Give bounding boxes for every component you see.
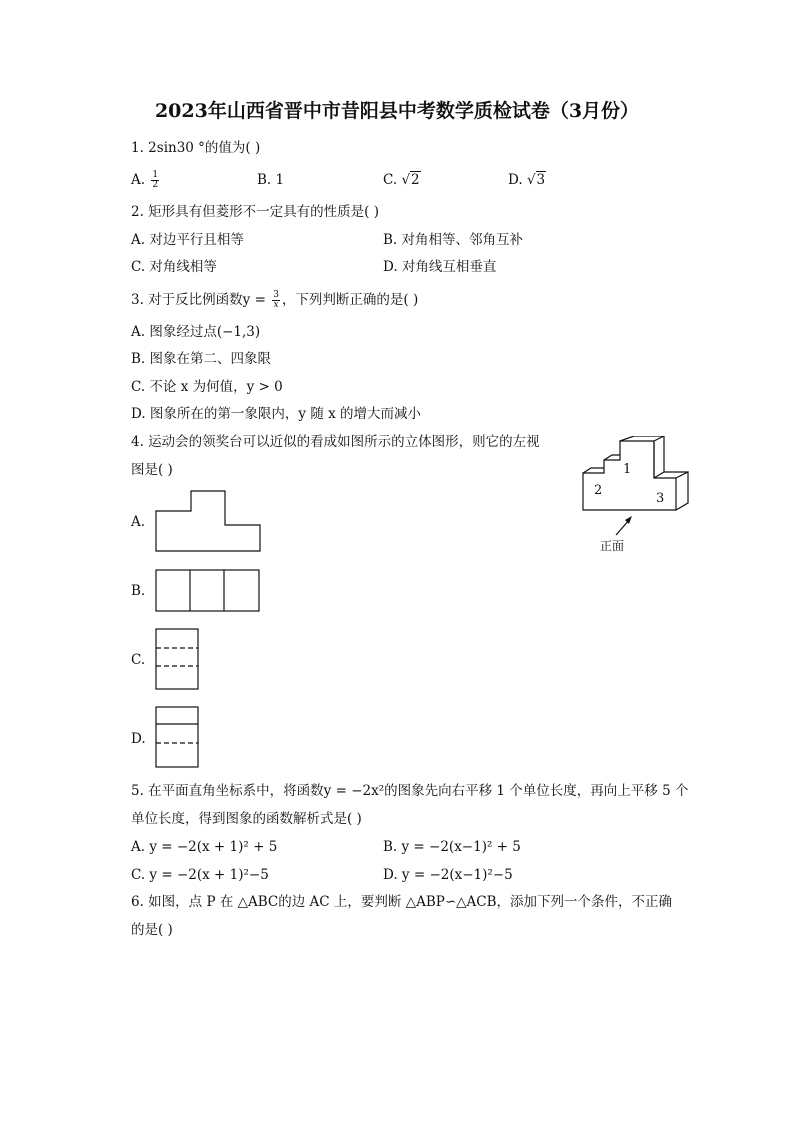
q3-option-c: C. 不论 x 为何值，y > 0 (131, 379, 283, 395)
page-title: 2023年山西省晋中市昔阳县中考数学质检试卷（3月份） (154, 100, 640, 122)
q5-stem-line2: 单位长度，得到图象的函数解析式是( ) (131, 811, 362, 827)
q4-option-b-label: B. (131, 583, 146, 599)
q6-stem-line1: 6. 如图，点 P 在 △ABC的边 AC 上，要判断 △ABP∽△ACB，添加下列一个条件，不正确 (131, 894, 673, 910)
q4-option-d-figure (155, 706, 201, 770)
q1-stem: 1. 2sin30 °的值为( ) (131, 140, 261, 156)
q1-option-a-numerator: 1 (152, 170, 159, 180)
q5-option-c: C. y = −2(x + 1)²−5 (131, 867, 269, 883)
q4-stem-line2: 图是( ) (131, 462, 173, 478)
q3-stem-suffix: ，下列判断正确的是( ) (281, 292, 419, 308)
q1-option-c-label: C. (383, 172, 398, 188)
podium-label-2: 2 (594, 483, 603, 498)
q4-stem-line1: 4. 运动会的领奖台可以近似的看成如图所示的立体图形，则它的左视 (131, 434, 540, 450)
q3-option-d: D. 图象所在的第一象限内，y 随 x 的增大而减小 (131, 406, 422, 422)
q2-option-c: C. 对角线相等 (131, 259, 217, 275)
q3-fraction (272, 291, 280, 310)
q4-option-c-figure (155, 628, 201, 692)
q2-stem: 2. 矩形具有但菱形不一定具有的性质是( ) (131, 204, 379, 220)
q3-stem (131, 290, 418, 310)
q4-option-b-figure (155, 569, 261, 613)
podium-label-1: 1 (623, 462, 632, 477)
q5-option-b: B. y = −2(x−1)² + 5 (383, 839, 521, 855)
podium-label-3: 3 (656, 491, 665, 506)
q3-option-a: A. 图象经过点(−1,3) (131, 324, 261, 340)
q4-option-d-label: D. (131, 731, 146, 747)
q1-option-a-denominator: 2 (152, 180, 159, 190)
podium-front-label: 正面 (600, 539, 625, 553)
q3-option-b: B. 图象在第二、四象限 (131, 351, 272, 367)
q4-option-a-label: A. (131, 514, 146, 530)
q4-option-a-figure (155, 490, 263, 552)
q1-option-d-sqrt: √3 (526, 172, 546, 188)
q1-option-a-label: A. (131, 172, 146, 188)
q1-option-c-radicand: 2 (411, 172, 420, 188)
q1-option-d-label: D. (508, 172, 523, 188)
q5-stem-line1: 5. 在平面直角坐标系中，将函数y = −2x²的图象先向右平移 1 个单位长度，再向上平移 5 个 (131, 783, 689, 799)
q3-fraction-denominator: x (273, 300, 279, 310)
q3-stem-prefix: 3. 对于反比例函数y = (131, 292, 271, 308)
q2-option-b: B. 对角相等、邻角互补 (383, 232, 524, 248)
q5-option-d: D. y = −2(x−1)²−5 (383, 867, 513, 883)
q1-option-b: B. 1 (257, 172, 285, 188)
q2-option-a: A. 对边平行且相等 (131, 232, 244, 248)
podium-figure (578, 436, 698, 558)
q1-option-a (131, 170, 161, 190)
q5-option-a: A. y = −2(x + 1)² + 5 (131, 839, 278, 855)
q6-stem-line2: 的是( ) (131, 922, 173, 938)
q3-fraction-numerator: 3 (273, 290, 279, 300)
q1-option-d (508, 170, 546, 190)
q1-option-c (383, 170, 421, 190)
q4-option-c-label: C. (131, 652, 146, 668)
q1-option-d-radicand: 3 (536, 172, 546, 188)
q1-option-c-sqrt: √2 (401, 172, 420, 188)
q1-option-a-fraction (151, 171, 159, 190)
q2-option-d: D. 对角线互相垂直 (383, 259, 497, 275)
